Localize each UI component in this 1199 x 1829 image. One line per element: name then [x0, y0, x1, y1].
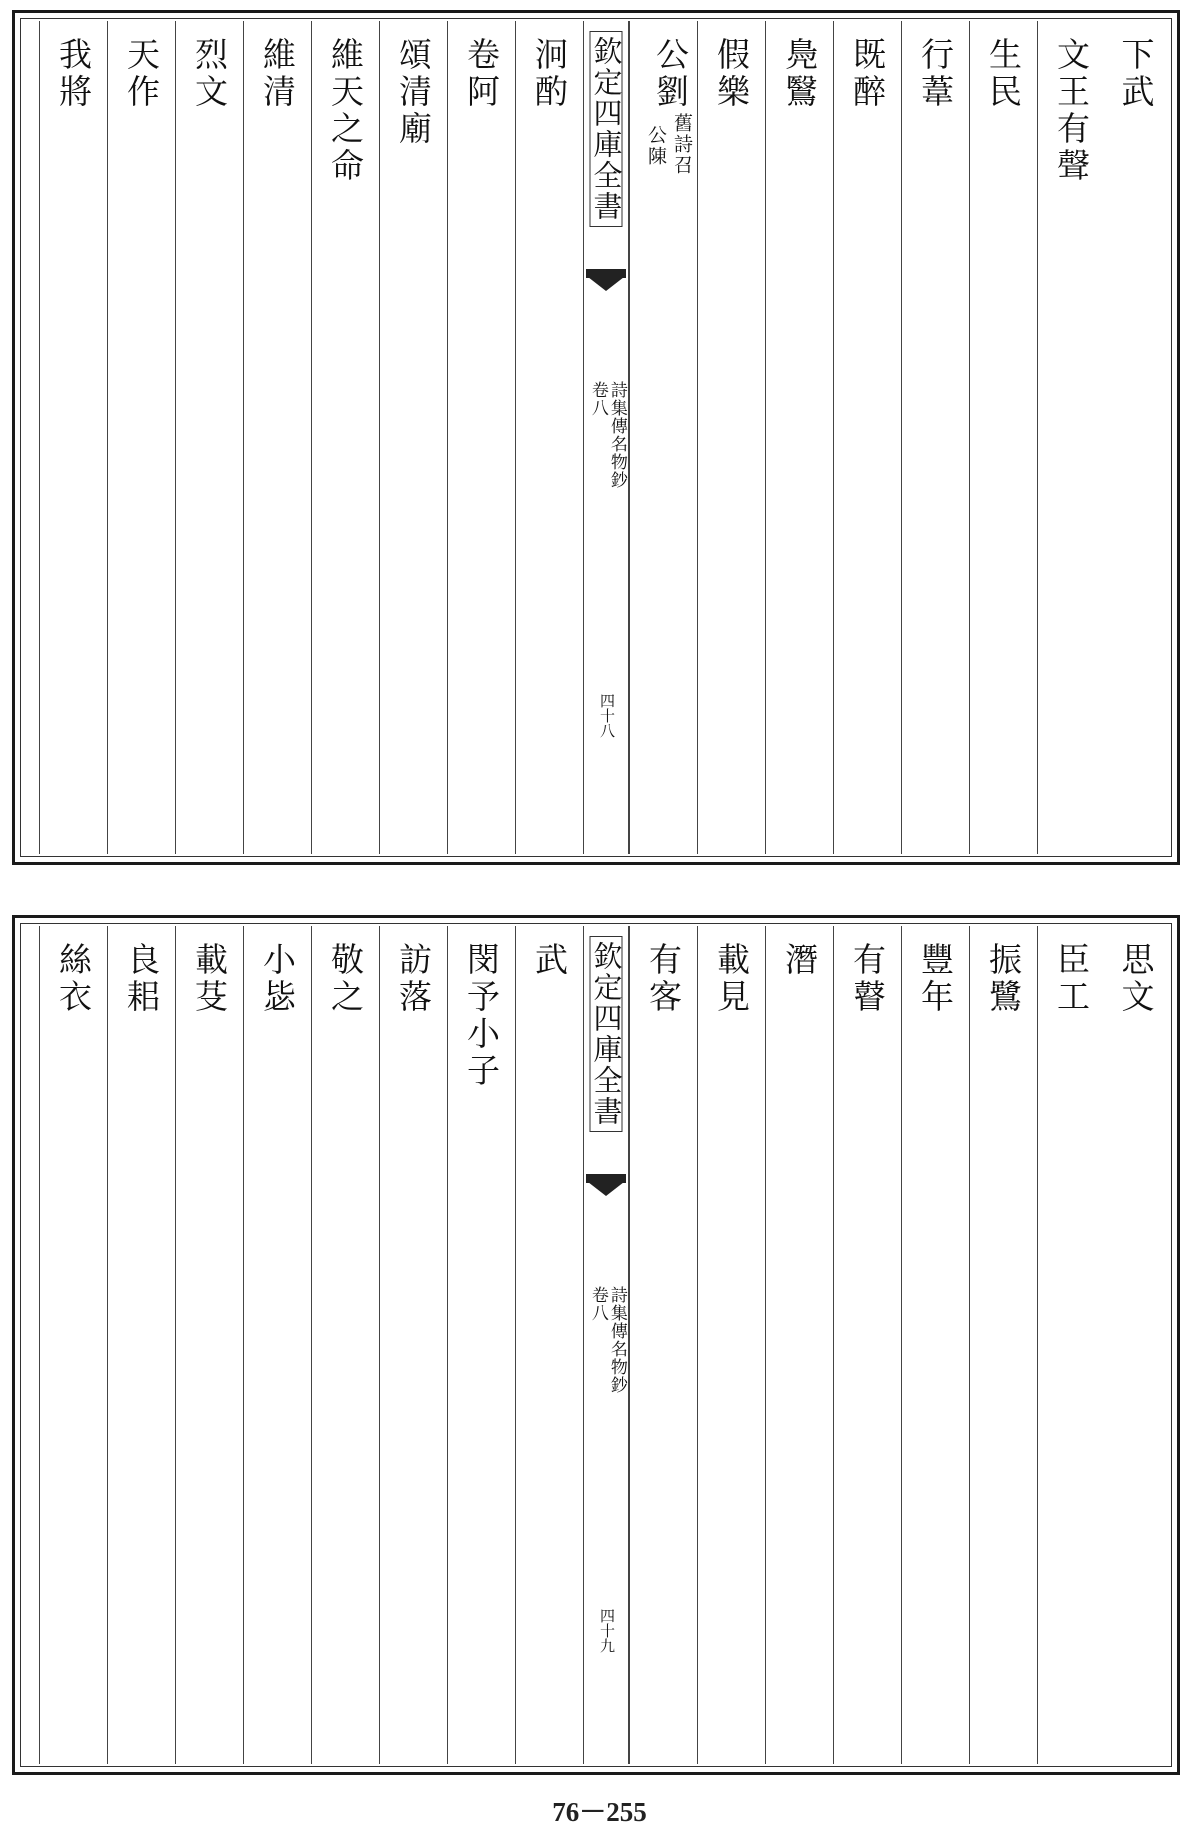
- column-15: [39, 21, 107, 854]
- book-title: 欽定四庫全書: [590, 936, 623, 1132]
- center-gutter: [583, 21, 629, 854]
- column-text: 絲衣: [54, 942, 93, 1016]
- column-text: 振鷺: [984, 942, 1023, 1016]
- column-text: 我將: [54, 37, 93, 111]
- column-text: 潛: [780, 942, 819, 979]
- column-5: [833, 926, 901, 1764]
- heading-note-right: 舊詩召: [671, 113, 693, 176]
- column-9: [515, 926, 583, 1764]
- column-text: 既醉: [848, 37, 887, 111]
- column-text: 泂酌: [530, 37, 569, 111]
- page-number: 四十九: [598, 1608, 616, 1653]
- center-gutter: [583, 926, 629, 1764]
- column-text: 有瞽: [848, 942, 887, 1016]
- column-text: 訪落: [394, 942, 433, 1016]
- column-16: [39, 926, 107, 1764]
- column-text: 生民: [984, 37, 1023, 111]
- volume-number: 卷八: [587, 381, 608, 417]
- column-15: [107, 926, 175, 1764]
- column-10: [447, 926, 515, 1764]
- column-text: 維清: [258, 37, 297, 111]
- column-7: [697, 21, 765, 854]
- column-13: [243, 926, 311, 1764]
- column-text: 敬之: [326, 942, 365, 1016]
- column-3: [969, 926, 1037, 1764]
- column-1: [1105, 926, 1167, 1764]
- column-text: 文王有聲: [1052, 37, 1091, 185]
- column-14: [107, 21, 175, 854]
- column-12: [311, 926, 379, 1764]
- volume-number: 卷八: [587, 1286, 608, 1322]
- column-text: 良耜: [122, 942, 161, 1016]
- column-text: 豐年: [916, 942, 955, 1016]
- fish-tail-ornament: [586, 1174, 626, 1200]
- column-8: [629, 926, 697, 1764]
- column-text: 鳧鷖: [780, 37, 819, 111]
- fish-tail-ornament: [586, 269, 626, 295]
- column-text: 頌清廟: [394, 37, 433, 148]
- column-2: [1037, 926, 1105, 1764]
- column-text: 思文: [1116, 942, 1156, 1016]
- page-number: 四十八: [598, 693, 616, 738]
- column-text: 假樂: [712, 37, 751, 111]
- column-text: 行葦: [916, 37, 955, 111]
- column-text: 維天之命: [326, 37, 365, 185]
- column-2: [1037, 21, 1105, 854]
- column-12: [243, 21, 311, 854]
- column-13: [175, 21, 243, 854]
- column-6: [765, 21, 833, 854]
- column-text: 下武: [1116, 37, 1156, 111]
- column-11: [379, 926, 447, 1764]
- heading-note-left: 公陳: [645, 125, 667, 167]
- book-title: 欽定四庫全書: [590, 31, 623, 227]
- column-text: 卷阿: [462, 37, 501, 111]
- column-text: 臣工: [1052, 942, 1091, 1016]
- column-text: 烈文: [190, 37, 229, 111]
- column-3: [969, 21, 1037, 854]
- column-8: [515, 21, 583, 854]
- bottom-page: [12, 915, 1180, 1775]
- top-page: [12, 10, 1180, 865]
- column-text: 小毖: [258, 942, 297, 1016]
- heading-column: [629, 21, 697, 854]
- volume-title: 詩集傳名物鈔: [606, 381, 627, 489]
- heading-main: 公劉: [651, 37, 690, 111]
- column-10: [379, 21, 447, 854]
- column-text: 武: [530, 942, 569, 979]
- column-text: 天作: [122, 37, 161, 111]
- column-14: [175, 926, 243, 1764]
- column-4: [901, 21, 969, 854]
- column-4: [901, 926, 969, 1764]
- column-text: 載芟: [190, 942, 229, 1016]
- column-7: [697, 926, 765, 1764]
- column-text: 載見: [712, 942, 751, 1016]
- column-text: 閔予小子: [462, 942, 501, 1090]
- column-5: [833, 21, 901, 854]
- column-11: [311, 21, 379, 854]
- page-footer-label: 76－255: [552, 1797, 647, 1827]
- column-6: [765, 926, 833, 1764]
- column-text: 有客: [644, 942, 683, 1016]
- column-9: [447, 21, 515, 854]
- column-1: [1105, 21, 1167, 854]
- volume-title: 詩集傳名物鈔: [606, 1286, 627, 1394]
